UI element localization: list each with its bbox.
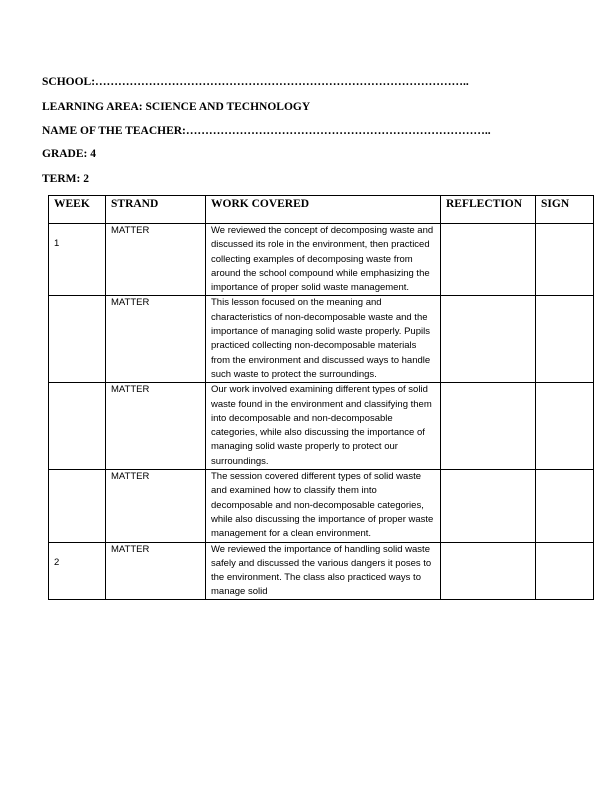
table-row (49, 470, 594, 542)
table-header-row (49, 196, 594, 224)
week-cell (49, 470, 106, 542)
work-covered-cell: This lesson focused on the meaning and characteristics of non-decomposable waste and the importance of managing solid waste properly. Pupils practiced collecting non-decomposable materials from the environment and discussed ways to handle such waste to protect the surroundings. (206, 296, 441, 383)
week-cell (49, 542, 106, 599)
week-cell (49, 296, 106, 383)
sign-cell (536, 224, 594, 296)
work-covered-cell: Our work involved examining different types of solid waste found in the environment and classifying them into decomposable and non-decomposable categories, while also discussing the importance of managing solid waste properly to protect our surroundings. (206, 383, 441, 470)
strand-cell: MATTER (106, 224, 206, 296)
column-header-strand: STRAND (106, 196, 206, 224)
learning-area-line: LEARNING AREA: SCIENCE AND TECHNOLOGY (42, 101, 311, 113)
week-value: 2 (54, 556, 60, 568)
teacher-name-line: NAME OF THE TEACHER:…………………………………………………………………….. (42, 125, 491, 137)
column-header-sign: SIGN (536, 196, 594, 224)
sign-cell (536, 470, 594, 542)
term-line: TERM: 2 (42, 173, 89, 185)
table-row (49, 542, 594, 599)
reflection-cell (441, 542, 536, 599)
work-covered-text: We reviewed the importance of handling solid waste safely and discussed the various dangers it poses to the environment. The class also practiced ways to manage solid (211, 543, 432, 598)
table-row (49, 296, 594, 383)
strand-cell: MATTER (106, 296, 206, 383)
strand-cell: MATTER (106, 470, 206, 542)
column-header-reflection: REFLECTION (441, 196, 536, 224)
work-covered-cell: We reviewed the concept of decomposing waste and discussed its role in the environment, then practiced collecting examples of decomposing waste from around the school compound while emphasizing the importance of proper solid waste management. (206, 224, 441, 296)
strand-cell: MATTER (106, 542, 206, 599)
strand-cell: MATTER (106, 383, 206, 470)
work-covered-table (48, 195, 594, 600)
reflection-cell (441, 383, 536, 470)
reflection-cell (441, 470, 536, 542)
column-header-work-covered: WORK COVERED (206, 196, 441, 224)
reflection-cell (441, 224, 536, 296)
sign-cell (536, 542, 594, 599)
sign-cell (536, 383, 594, 470)
reflection-cell (441, 296, 536, 383)
work-covered-cell (206, 542, 441, 599)
column-header-week: WEEK (49, 196, 106, 224)
week-cell (49, 224, 106, 296)
work-covered-cell: The session covered different types of solid waste and examined how to classify them into decomposable and non-decomposable categories, while also discussing the importance of proper waste management for a clean environment. (206, 470, 441, 542)
school-line: SCHOOL:…………………………………………………………………………………….. (42, 76, 469, 88)
week-cell (49, 383, 106, 470)
grade-line: GRADE: 4 (42, 148, 96, 160)
table-row (49, 383, 594, 470)
sign-cell (536, 296, 594, 383)
week-value: 1 (54, 238, 60, 249)
table-row (49, 224, 594, 296)
